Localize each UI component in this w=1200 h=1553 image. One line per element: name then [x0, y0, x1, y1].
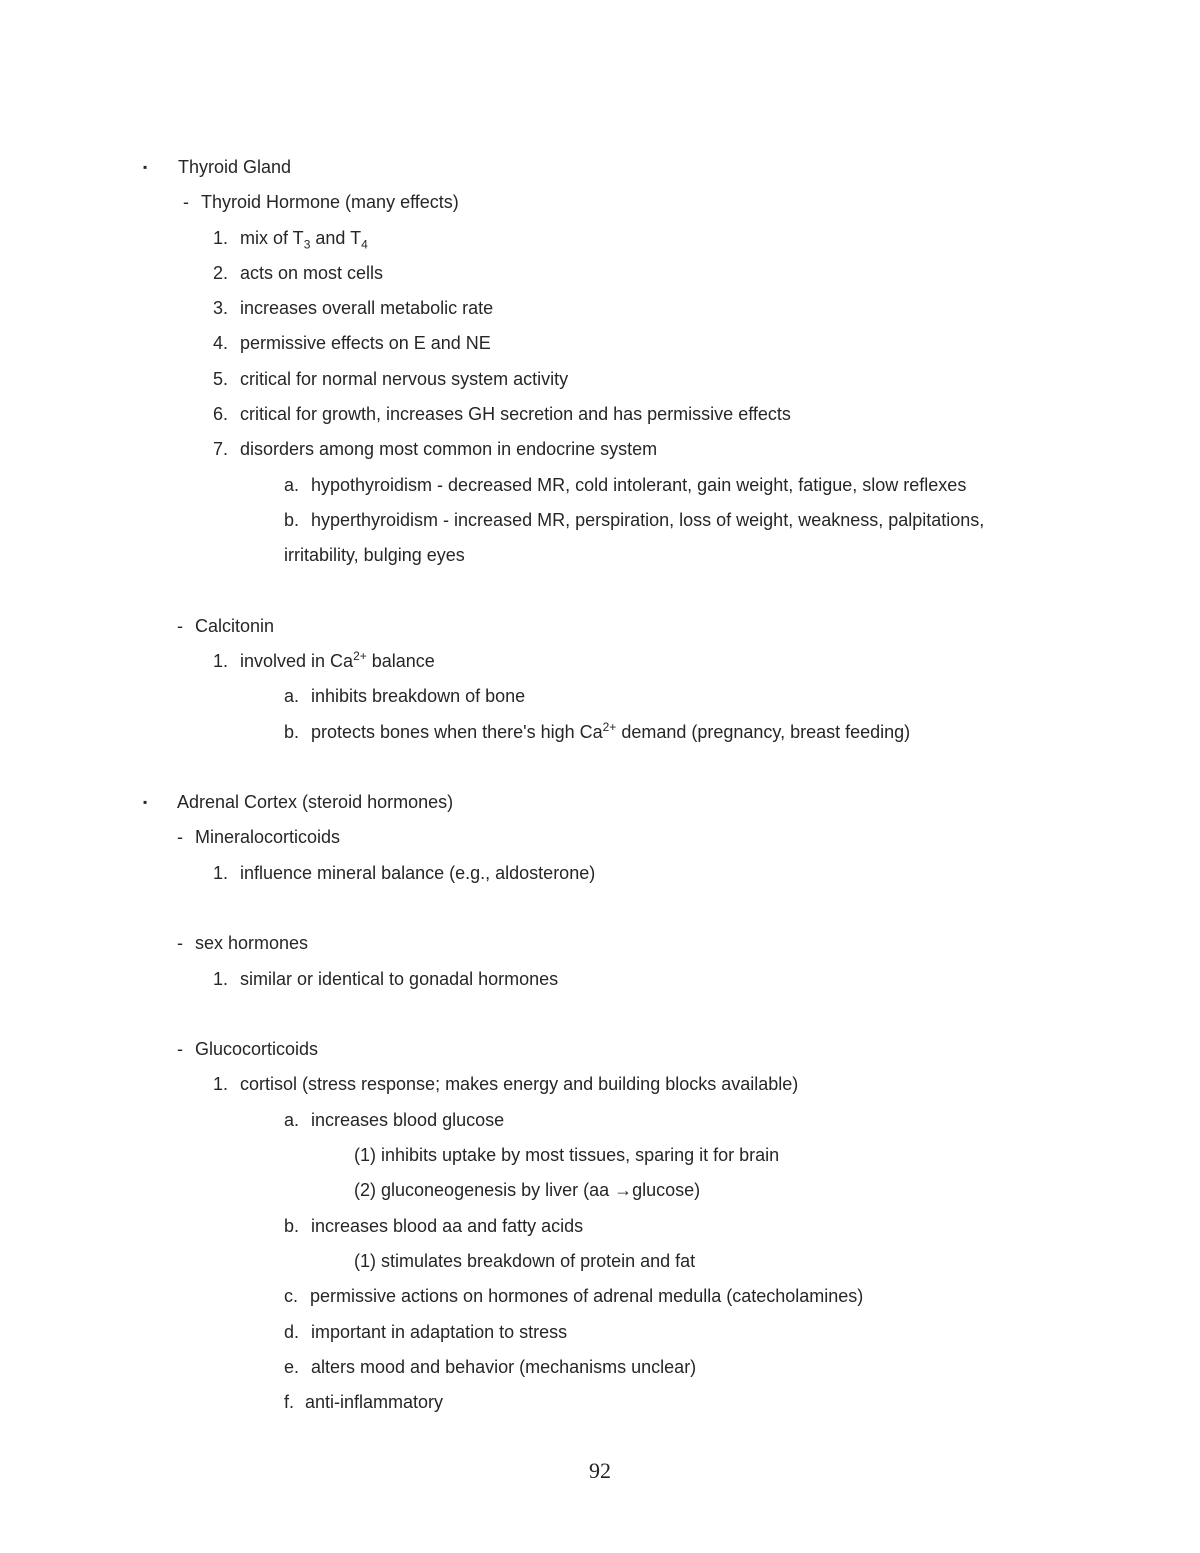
list-item: disorders among most common in endocrine system — [240, 439, 658, 459]
bullet-marker: ▪ — [143, 160, 148, 174]
list-subitem: protects bones when there's high $Ca^{2+}$ demand (pregnancy, breast feeding) — [311, 720, 911, 742]
item-number: 1. — [213, 863, 229, 883]
subheading-thyroid-hormone: Thyroid Hormone (many effects) — [201, 192, 459, 212]
item-number: 1. — [213, 651, 229, 671]
list-item: similar or identical to gonadal hormones — [240, 969, 559, 989]
item-letter: a. — [284, 475, 300, 495]
item-letter: c. — [284, 1286, 299, 1306]
list-item: involved in $Ca^{2+}$ balance — [240, 649, 435, 671]
list-subitem: inhibits breakdown of bone — [311, 686, 526, 706]
list-subitem: important in adaptation to stress — [311, 1322, 568, 1342]
item-letter: b. — [284, 1216, 300, 1236]
dash-marker: - — [177, 827, 183, 847]
section-heading-adrenal: Adrenal Cortex (steroid hormones) — [177, 792, 454, 812]
list-subitem: anti-inflammatory — [305, 1392, 444, 1412]
item-number: 1. — [213, 1074, 229, 1094]
item-letter: b. — [284, 510, 300, 530]
subheading-glucocorticoids: Glucocorticoids — [195, 1039, 319, 1059]
page-number: 92 — [589, 1458, 611, 1483]
list-item: critical for normal nervous system activity — [240, 369, 569, 389]
item-number: 4. — [213, 333, 229, 353]
list-item: cortisol (stress response; makes energy and building blocks available) — [240, 1074, 799, 1094]
list-subitem: increases blood aa and fatty acids — [311, 1216, 584, 1236]
dash-marker: - — [177, 933, 183, 953]
list-item: increases overall metabolic rate — [240, 298, 494, 318]
list-subitem-continuation: irritability, bulging eyes — [284, 545, 465, 565]
list-detail: (1) stimulates breakdown of protein and fat — [354, 1251, 696, 1271]
item-number: 6. — [213, 404, 229, 424]
item-number: 2. — [213, 263, 229, 283]
dash-marker: - — [183, 192, 189, 212]
item-letter: e. — [284, 1357, 300, 1377]
item-number: 1. — [213, 969, 229, 989]
item-letter: a. — [284, 1110, 300, 1130]
list-subitem: hypothyroidism - decreased MR, cold intolerant, gain weight, fatigue, slow reflexes — [311, 475, 967, 495]
subheading-sex-hormones: sex hormones — [195, 933, 309, 953]
bullet-marker: ▪ — [143, 795, 148, 809]
list-detail: (1) inhibits uptake by most tissues, sparing it for brain — [354, 1145, 780, 1165]
item-letter: a. — [284, 686, 300, 706]
dash-marker: - — [177, 1039, 183, 1059]
item-number: 5. — [213, 369, 229, 389]
list-item: permissive effects on E and NE — [240, 333, 491, 353]
section-heading-thyroid: Thyroid Gland — [178, 157, 292, 177]
list-subitem: alters mood and behavior (mechanisms unclear) — [311, 1357, 697, 1377]
list-item: acts on most cells — [240, 263, 384, 283]
item-number: 3. — [213, 298, 229, 318]
item-letter: d. — [284, 1322, 300, 1342]
list-item: mix of $T_3$ and $T_4$ — [240, 228, 368, 252]
list-item: critical for growth, increases GH secretion and has permissive effects — [240, 404, 791, 424]
list-item: influence mineral balance (e.g., aldosterone) — [240, 863, 596, 883]
item-number: 7. — [213, 439, 229, 459]
item-letter: f. — [284, 1392, 295, 1412]
dash-marker: - — [177, 616, 183, 636]
list-detail: (2) gluconeogenesis by liver (aa →glucose) — [354, 1180, 701, 1200]
list-subitem: permissive actions on hormones of adrenal medulla (catecholamines) — [310, 1286, 864, 1306]
subheading-mineralocorticoids: Mineralocorticoids — [195, 827, 341, 847]
list-subitem: increases blood glucose — [311, 1110, 505, 1130]
item-letter: b. — [284, 722, 300, 742]
subheading-calcitonin: Calcitonin — [195, 616, 275, 636]
arrow-icon: → — [614, 1180, 633, 1200]
list-subitem: hyperthyroidism - increased MR, perspiration, loss of weight, weakness, palpitations, — [311, 510, 985, 530]
item-number: 1. — [213, 228, 229, 248]
